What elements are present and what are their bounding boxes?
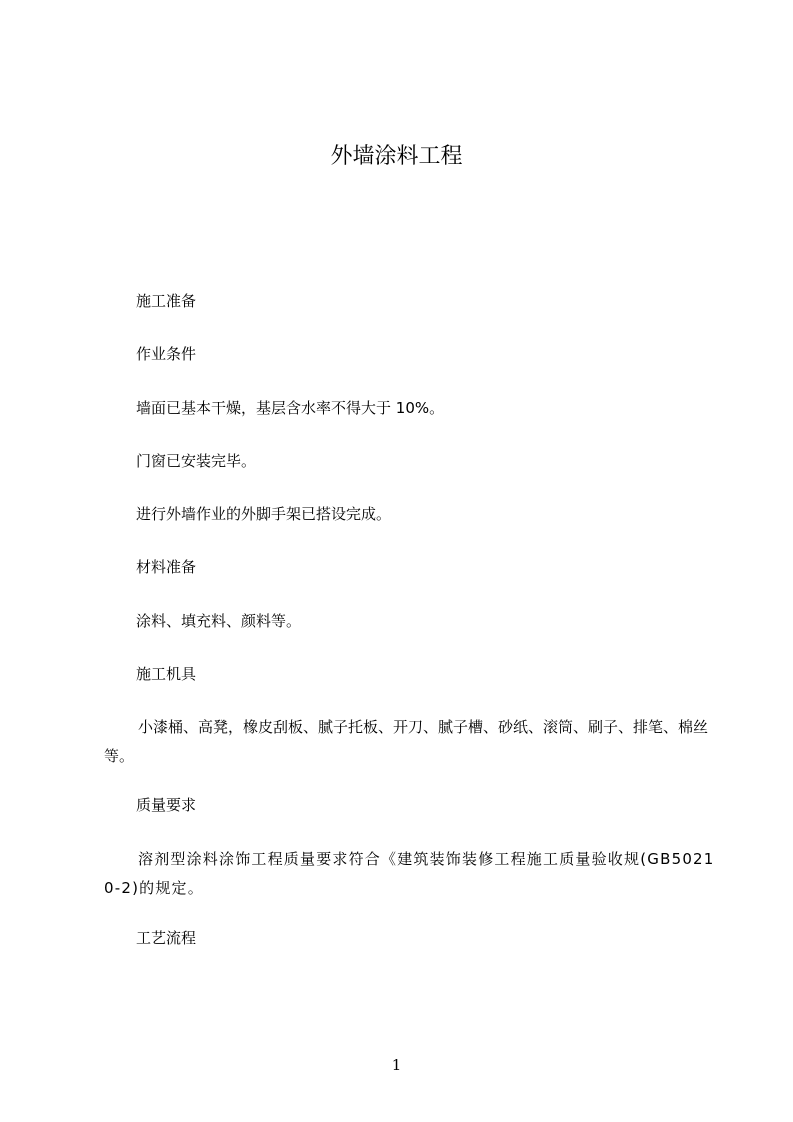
subsection-heading-quality-requirements: 质量要求 xyxy=(136,796,197,814)
subsection-heading-work-conditions: 作业条件 xyxy=(136,345,197,363)
section-heading-process-flow: 工艺流程 xyxy=(136,929,197,947)
paragraph-quality-standard: 溶剂型涂料涂饰工程质量要求符合《建筑装饰装修工程施工质量验收规(GB50210-2)的规定。 xyxy=(104,850,715,897)
paragraph-scaffolding: 进行外墙作业的外脚手架已搭设完成。 xyxy=(136,505,392,523)
subsection-heading-material-preparation: 材料准备 xyxy=(136,558,197,576)
paragraph-wall-dry: 墙面已基本干燥，基层含水率不得大于 10%。 xyxy=(136,399,445,417)
paragraph-tools-list: 小漆桶、高凳，橡皮刮板、腻子托板、开刀、腻子槽、砂纸、滚筒、刷子、排笔、棉丝等。 xyxy=(104,718,709,765)
subsection-heading-tools: 施工机具 xyxy=(136,665,197,683)
paragraph-doors-windows: 门窗已安装完毕。 xyxy=(136,452,257,470)
section-heading-construction-preparation: 施工准备 xyxy=(136,292,197,310)
paragraph-materials: 涂料、填充料、颜料等。 xyxy=(136,612,302,630)
document-title: 外墙涂料工程 xyxy=(330,144,463,169)
page-number: 1 xyxy=(391,1056,402,1074)
